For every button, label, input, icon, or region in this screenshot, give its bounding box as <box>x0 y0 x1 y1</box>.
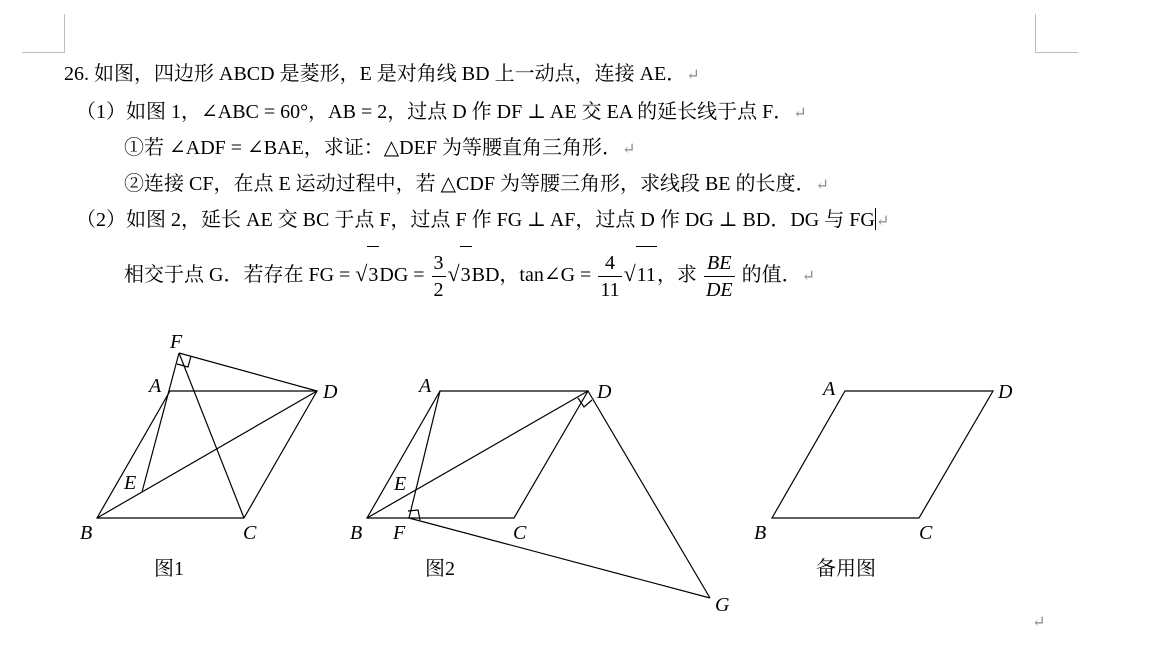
return-mark: ↵ <box>815 177 829 194</box>
fraction-be-over-de: $\frac{BE}{DE}$ <box>705 251 733 301</box>
problem-line-3: ①若 ∠ADF = ∠BAE，求证：△DEF 为等腰直角三角形．↵ <box>124 137 636 159</box>
point-label-b: B <box>80 522 93 544</box>
point-label-f2: F <box>393 522 406 544</box>
point-label-d3: D <box>998 381 1013 403</box>
fraction-three-halves: $\frac{3}{2}$ <box>433 251 444 301</box>
segment-af-fig2 <box>409 391 440 518</box>
return-mark: ↵ <box>793 105 807 122</box>
figure-2 <box>367 391 710 598</box>
figure-1-caption: 图1 <box>154 558 184 580</box>
rhombus-abcd-fig3 <box>772 391 993 518</box>
diagonal-bd-fig1 <box>97 391 317 518</box>
figure-3 <box>772 391 993 518</box>
point-label-d: D <box>323 381 338 403</box>
return-mark-end: ↵ <box>1032 612 1046 631</box>
point-label-c2: C <box>513 522 527 544</box>
segment-fc-fig1 <box>179 353 244 518</box>
point-label-e: E <box>124 472 137 494</box>
point-label-a3: A <box>823 378 836 400</box>
segment-ef-fig1 <box>142 353 179 492</box>
segment-dg-fig2 <box>588 391 710 598</box>
point-label-c3: C <box>919 522 933 544</box>
point-label-b2: B <box>350 522 363 544</box>
figure-2-caption: 图2 <box>425 558 455 580</box>
point-label-f: F <box>170 331 183 353</box>
point-label-d2: D <box>597 381 612 403</box>
point-label-b3: B <box>754 522 767 544</box>
return-mark: ↵ <box>801 268 816 285</box>
point-label-a2: A <box>419 375 432 397</box>
return-mark: ↵ <box>875 213 890 230</box>
point-label-c: C <box>243 522 257 544</box>
return-mark: ↵ <box>621 141 636 158</box>
problem-line-2: （1）如图 1，∠ABC = 60°，AB = 2，过点 D 作 DF ⊥ AE 交 EA 的延长线于点 F．↵ <box>76 101 807 123</box>
segment-fd-fig1 <box>179 353 317 391</box>
point-label-g2: G <box>715 594 730 616</box>
problem-line-6: 相交于点 G．若存在 FG = √3DG = $\frac{3}{2}$ √3BD，tan∠G = $\frac{4}{11}$ √11，求 $\frac{BE}{DE}$ 的值．↵ <box>124 246 815 305</box>
problem-line-4: ②连接 CF，在点 E 运动过程中，若 △CDF 为等腰三角形，求线段 BE 的长度．↵ <box>124 173 829 195</box>
figure-3-caption: 备用图 <box>816 558 876 580</box>
problem-line-1: 26. 如图，四边形 ABCD 是菱形，E 是对角线 BD 上一动点，连接 AE．↵ <box>64 63 700 85</box>
fraction-four-elevenths: $\frac{4}{11}$ <box>600 251 620 301</box>
figure-1-labels <box>80 331 338 580</box>
diagonal-bd-fig2 <box>367 391 588 518</box>
figure-3-labels <box>754 378 1013 580</box>
right-angle-mark-f <box>177 356 191 367</box>
point-label-e2: E <box>394 473 407 495</box>
problem-line-5: （2）如图 2，延长 AE 交 BC 于点 F，过点 F 作 FG ⊥ AF，过点 D 作 DG ⊥ BD．DG 与 FG↵ <box>76 209 890 231</box>
return-mark: ↵ <box>686 67 700 84</box>
point-label-a: A <box>149 375 162 397</box>
